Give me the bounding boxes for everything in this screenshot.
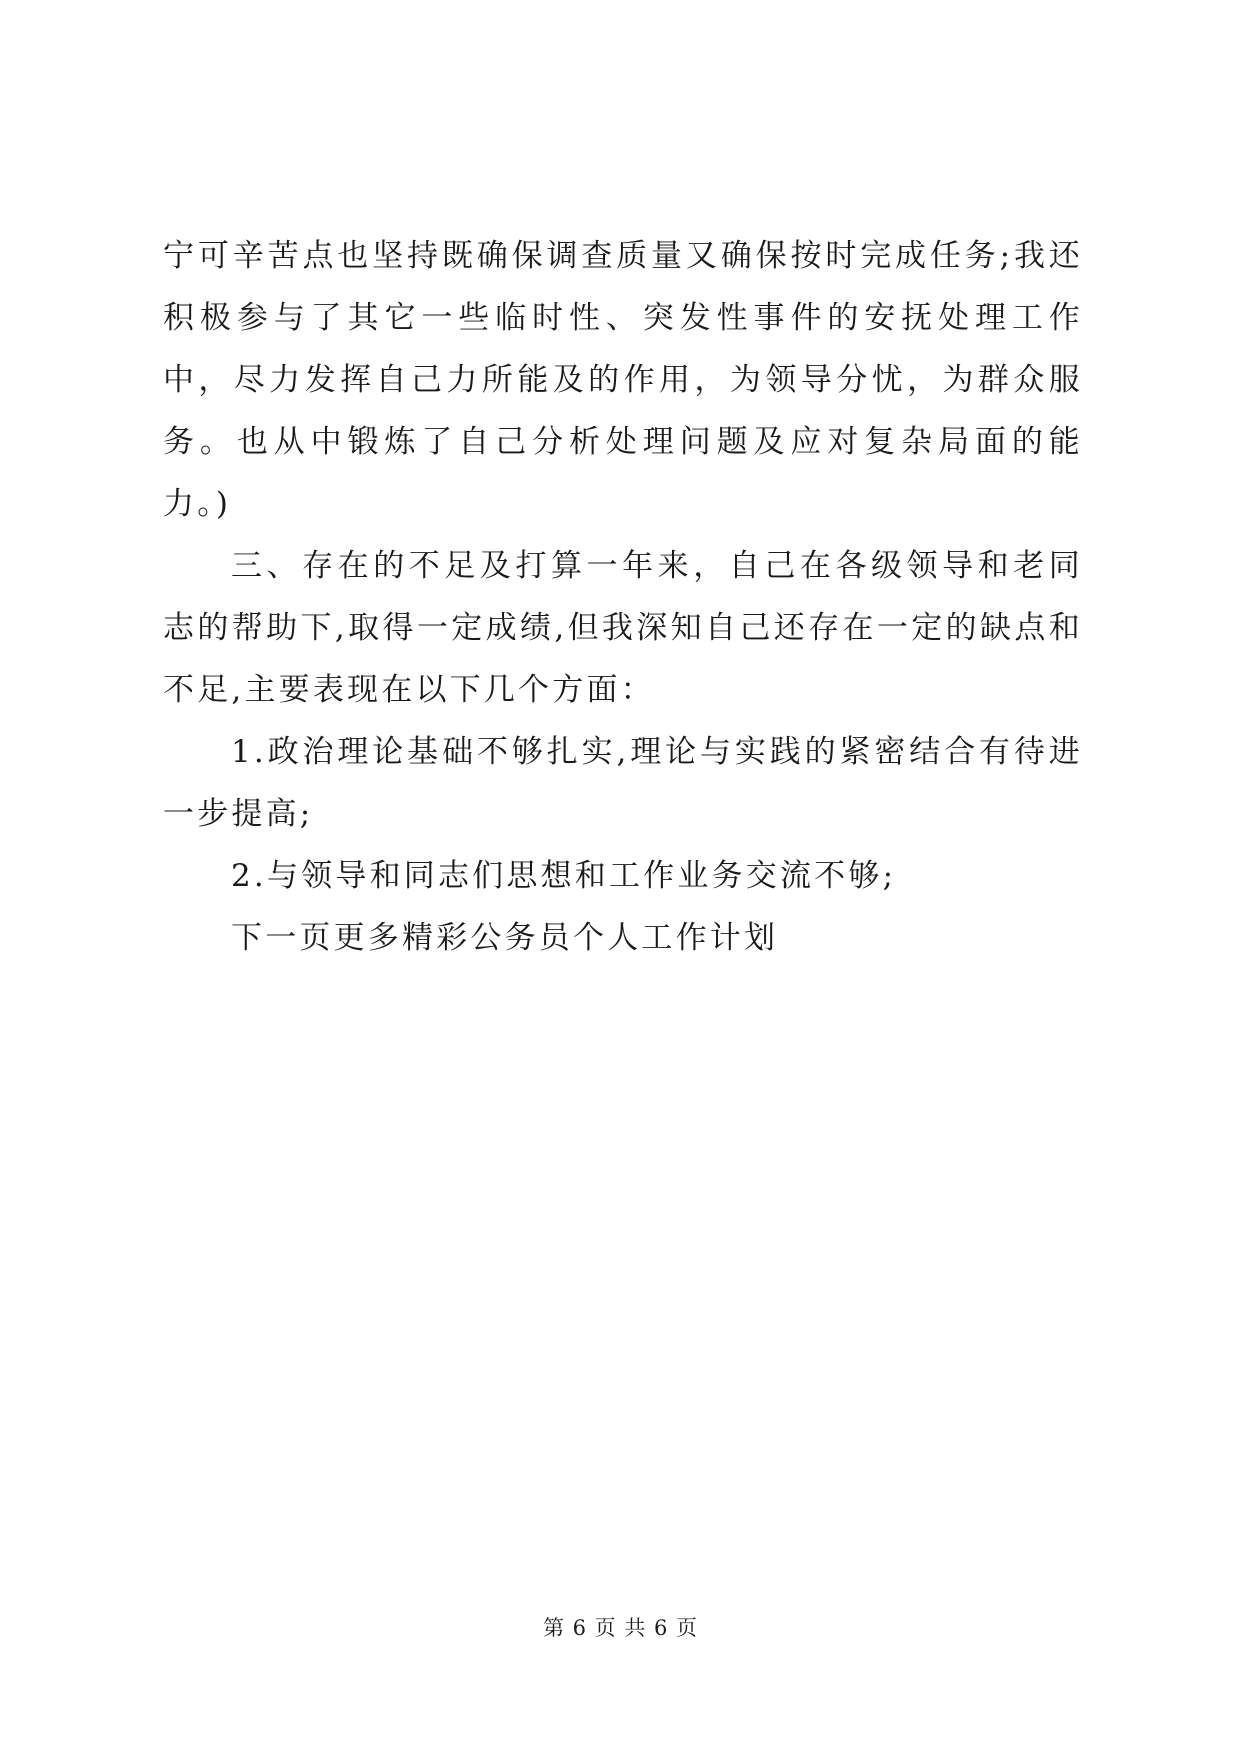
page-footer (0, 1613, 1241, 1643)
paragraph-item-1: 1.政治理论基础不够扎实,理论与实践的紧密结合有待进一步提高; (163, 734, 1083, 832)
page-number: 第 6 页 共 6 页 (542, 1616, 699, 1640)
paragraph-section-three: 三、存在的不足及打算一年来，自己在各级领导和老同志的帮助下,取得一定成绩,但我深知自己还存在一定的缺点和不足,主要表现在以下几个方面： (163, 548, 1083, 708)
paragraph-item-2: 2.与领导和同志们思想和工作业务交流不够; (231, 858, 897, 894)
paragraph-continuation: 宁可辛苦点也坚持既确保调查质量又确保按时完成任务;我还积极参与了其它一些临时性、突发性事件的安抚处理工作中，尽力发挥自己力所能及的作用，为领导分忧，为群众服务。也从中锻炼了自己分析处理问题及应对复杂局面的能力。) (163, 238, 1083, 522)
document-body (163, 225, 1083, 969)
next-page-link-text: 下一页更多精彩公务员个人工作计划 (231, 920, 779, 956)
